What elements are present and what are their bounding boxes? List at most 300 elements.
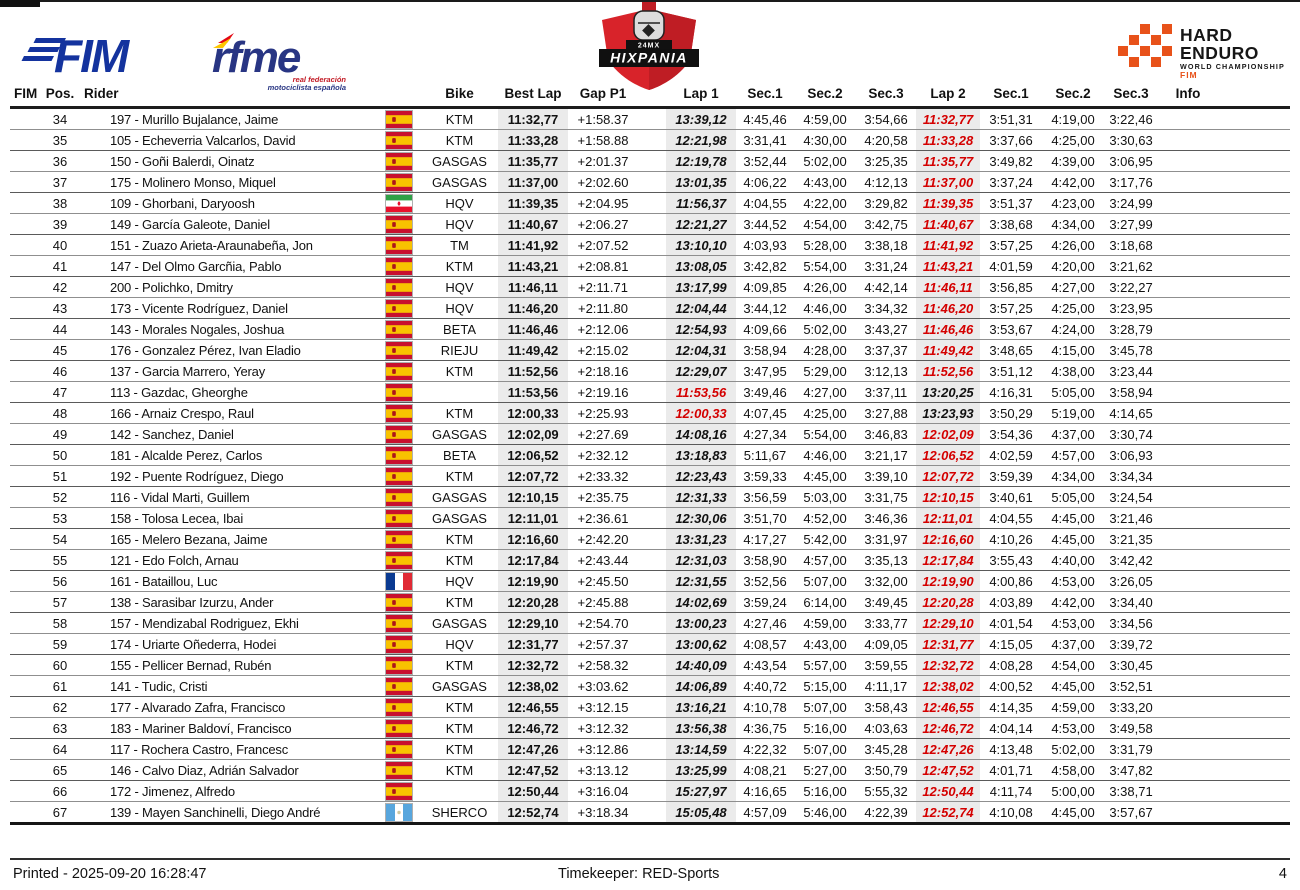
lap2-sec2-cell: 5:19,00 (1042, 403, 1104, 424)
rider-cell: 137 - Garcia Marrero, Yeray (80, 361, 376, 382)
col-header-lap1-sec2: Sec.2 (794, 84, 856, 108)
best-lap-cell: 12:47,52 (498, 760, 568, 781)
spacer-cell (638, 781, 666, 802)
fill-cell (1218, 487, 1290, 508)
lap1-sec2-cell: 5:15,00 (794, 676, 856, 697)
lap2-sec2-cell: 4:53,00 (1042, 613, 1104, 634)
gap-p1-cell: +2:58.32 (568, 655, 638, 676)
table-row (10, 802, 1290, 824)
lap2-sec1-cell: 3:49,82 (980, 151, 1042, 172)
rider-cell: 155 - Pellicer Bernad, Rubén (80, 655, 376, 676)
lap2-sec3-cell: 3:39,72 (1104, 634, 1158, 655)
pos-cell: 43 (40, 298, 80, 319)
flag-cell (376, 466, 421, 487)
bike-cell: HQV (421, 214, 498, 235)
table-row (10, 466, 1290, 487)
lap1-sec3-cell: 3:58,43 (856, 697, 916, 718)
lap1-cell: 13:16,21 (666, 697, 736, 718)
gap-p1-cell: +3:12.86 (568, 739, 638, 760)
pos-cell: 53 (40, 508, 80, 529)
lap2-sec3-cell: 3:18,68 (1104, 235, 1158, 256)
lap1-sec3-cell: 3:34,32 (856, 298, 916, 319)
lap2-sec2-cell: 5:00,00 (1042, 781, 1104, 802)
best-lap-cell: 12:07,72 (498, 466, 568, 487)
fim-cell (10, 277, 40, 298)
info-cell (1158, 466, 1218, 487)
flag-cell (376, 108, 421, 130)
flag-esp-icon (385, 782, 413, 801)
lap1-sec2-cell: 5:29,00 (794, 361, 856, 382)
bike-cell: KTM (421, 361, 498, 382)
pos-cell: 46 (40, 361, 80, 382)
spacer-cell (638, 739, 666, 760)
lap2-sec1-cell: 4:00,52 (980, 676, 1042, 697)
lap2-sec2-cell: 4:40,00 (1042, 550, 1104, 571)
gap-p1-cell: +3:03.62 (568, 676, 638, 697)
lap1-cell: 13:00,23 (666, 613, 736, 634)
lap1-sec3-cell: 3:35,13 (856, 550, 916, 571)
lap1-sec3-cell: 3:45,28 (856, 739, 916, 760)
table-row (10, 550, 1290, 571)
gap-p1-cell: +3:12.15 (568, 697, 638, 718)
flag-esp-icon (385, 593, 413, 612)
info-cell (1158, 214, 1218, 235)
fim-cell (10, 676, 40, 697)
gap-p1-cell: +2:07.52 (568, 235, 638, 256)
lap1-cell: 12:31,03 (666, 550, 736, 571)
printed-timestamp: Printed - 2025-09-20 16:28:47 (13, 866, 207, 882)
gap-p1-cell: +2:33.32 (568, 466, 638, 487)
lap1-sec1-cell: 4:09,66 (736, 319, 794, 340)
bike-cell: KTM (421, 403, 498, 424)
lap1-cell: 12:23,43 (666, 466, 736, 487)
gap-p1-cell: +3:18.34 (568, 802, 638, 824)
lap2-cell: 11:41,92 (916, 235, 980, 256)
lap1-cell: 12:29,07 (666, 361, 736, 382)
bike-cell: HQV (421, 634, 498, 655)
hard-enduro-logo (1118, 22, 1296, 85)
fill-cell (1218, 718, 1290, 739)
pos-cell: 62 (40, 697, 80, 718)
lap2-sec1-cell: 4:01,71 (980, 760, 1042, 781)
pos-cell: 38 (40, 193, 80, 214)
fill-cell (1218, 403, 1290, 424)
gap-p1-cell: +2:04.95 (568, 193, 638, 214)
lap1-sec3-cell: 4:42,14 (856, 277, 916, 298)
pos-cell: 54 (40, 529, 80, 550)
fim-cell (10, 403, 40, 424)
lap2-sec3-cell: 3:22,46 (1104, 108, 1158, 130)
lap1-cell: 12:21,27 (666, 214, 736, 235)
lap1-cell: 11:53,56 (666, 382, 736, 403)
gap-p1-cell: +2:25.93 (568, 403, 638, 424)
lap2-sec2-cell: 4:53,00 (1042, 571, 1104, 592)
lap1-sec2-cell: 4:52,00 (794, 508, 856, 529)
bike-cell: TM (421, 235, 498, 256)
lap2-sec2-cell: 4:42,00 (1042, 592, 1104, 613)
gap-p1-cell: +3:16.04 (568, 781, 638, 802)
flag-cell (376, 277, 421, 298)
info-cell (1158, 319, 1218, 340)
lap2-sec1-cell: 3:38,68 (980, 214, 1042, 235)
rider-cell: 165 - Melero Bezana, Jaime (80, 529, 376, 550)
best-lap-cell: 11:49,42 (498, 340, 568, 361)
bike-cell: GASGAS (421, 613, 498, 634)
col-header-lap2-sec3: Sec.3 (1104, 84, 1158, 108)
rider-cell: 147 - Del Olmo Garcñia, Pablo (80, 256, 376, 277)
fim-cell (10, 319, 40, 340)
best-lap-cell: 11:53,56 (498, 382, 568, 403)
fill-cell (1218, 592, 1290, 613)
fim-cell (10, 613, 40, 634)
lap1-sec3-cell: 3:46,83 (856, 424, 916, 445)
lap2-sec1-cell: 3:40,61 (980, 487, 1042, 508)
rfme-subtitle-2: motociclista española (267, 83, 346, 92)
lap1-sec2-cell: 5:57,00 (794, 655, 856, 676)
flag-cell (376, 256, 421, 277)
table-row (10, 403, 1290, 424)
lap2-sec1-cell: 3:37,66 (980, 130, 1042, 151)
enduro-text: ENDURO (1180, 43, 1259, 63)
table-row (10, 382, 1290, 403)
lap1-cell: 13:00,62 (666, 634, 736, 655)
lap2-sec3-cell: 3:34,40 (1104, 592, 1158, 613)
rider-cell: 192 - Puente Rodríguez, Diego (80, 466, 376, 487)
spacer-cell (638, 697, 666, 718)
best-lap-cell: 11:52,56 (498, 361, 568, 382)
gap-p1-cell: +2:45.88 (568, 592, 638, 613)
best-lap-cell: 12:10,15 (498, 487, 568, 508)
lap1-sec1-cell: 4:22,32 (736, 739, 794, 760)
table-row (10, 361, 1290, 382)
lap2-cell: 12:31,77 (916, 634, 980, 655)
flag-esp-icon (385, 362, 413, 381)
spacer-cell (638, 130, 666, 151)
flag-esp-icon (385, 761, 413, 780)
fill-cell (1218, 529, 1290, 550)
fill-cell (1218, 655, 1290, 676)
lap1-sec2-cell: 5:02,00 (794, 319, 856, 340)
rider-cell: 197 - Murillo Bujalance, Jaime (80, 108, 376, 130)
lap1-cell: 12:30,06 (666, 508, 736, 529)
flag-cell (376, 235, 421, 256)
spacer-cell (638, 172, 666, 193)
lap1-sec3-cell: 3:59,55 (856, 655, 916, 676)
rider-cell: 142 - Sanchez, Daniel (80, 424, 376, 445)
info-cell (1158, 172, 1218, 193)
fim-cell (10, 592, 40, 613)
lap2-cell: 11:46,11 (916, 277, 980, 298)
best-lap-cell: 12:02,09 (498, 424, 568, 445)
lap2-sec2-cell: 4:38,00 (1042, 361, 1104, 382)
lap1-cell: 14:08,16 (666, 424, 736, 445)
col-header-lap2: Lap 2 (916, 84, 980, 108)
lap2-cell: 12:47,52 (916, 760, 980, 781)
rider-cell: 146 - Calvo Diaz, Adrián Salvador (80, 760, 376, 781)
lap1-sec3-cell: 3:46,36 (856, 508, 916, 529)
best-lap-cell: 12:06,52 (498, 445, 568, 466)
lap1-sec1-cell: 4:03,93 (736, 235, 794, 256)
pos-cell: 64 (40, 739, 80, 760)
lap2-cell: 11:46,20 (916, 298, 980, 319)
rider-cell: 139 - Mayen Sanchinelli, Diego André (80, 802, 376, 824)
fim-cell (10, 655, 40, 676)
lap2-sec3-cell: 3:26,05 (1104, 571, 1158, 592)
best-lap-cell: 12:00,33 (498, 403, 568, 424)
rider-cell: 150 - Goñi Balerdi, Oinatz (80, 151, 376, 172)
flag-esp-icon (385, 383, 413, 402)
flag-cell (376, 487, 421, 508)
info-cell (1158, 739, 1218, 760)
lap2-cell: 12:16,60 (916, 529, 980, 550)
lap2-sec2-cell: 4:45,00 (1042, 529, 1104, 550)
lap2-sec1-cell: 4:10,08 (980, 802, 1042, 824)
spacer-cell (638, 256, 666, 277)
lap2-sec1-cell: 3:37,24 (980, 172, 1042, 193)
lap2-sec1-cell: 3:51,37 (980, 193, 1042, 214)
lap2-sec3-cell: 3:31,79 (1104, 739, 1158, 760)
rider-cell: 138 - Sarasibar Izurzu, Ander (80, 592, 376, 613)
bike-cell: KTM (421, 718, 498, 739)
bike-cell: KTM (421, 256, 498, 277)
spacer-cell (638, 151, 666, 172)
lap2-sec1-cell: 4:01,54 (980, 613, 1042, 634)
lap2-cell: 12:32,72 (916, 655, 980, 676)
flag-cell (376, 718, 421, 739)
lap2-sec1-cell: 3:50,29 (980, 403, 1042, 424)
spacer-cell (638, 613, 666, 634)
flag-cell (376, 382, 421, 403)
lap2-cell: 12:50,44 (916, 781, 980, 802)
flag-esp-icon (385, 677, 413, 696)
info-cell (1158, 655, 1218, 676)
spacer-cell (638, 403, 666, 424)
flag-esp-icon (385, 341, 413, 360)
hard-text: HARD (1180, 25, 1233, 45)
lap2-cell: 12:02,09 (916, 424, 980, 445)
lap2-sec2-cell: 4:45,00 (1042, 802, 1104, 824)
fim-cell (10, 172, 40, 193)
spacer-cell (638, 592, 666, 613)
lap2-cell: 12:29,10 (916, 613, 980, 634)
gap-p1-cell: +2:42.20 (568, 529, 638, 550)
fill-cell (1218, 802, 1290, 824)
lap2-sec1-cell: 4:15,05 (980, 634, 1042, 655)
lap1-cell: 14:02,69 (666, 592, 736, 613)
lap1-sec2-cell: 5:27,00 (794, 760, 856, 781)
lap1-sec3-cell: 3:43,27 (856, 319, 916, 340)
fim-cell (10, 802, 40, 824)
fim-cell (10, 214, 40, 235)
lap1-cell: 15:05,48 (666, 802, 736, 824)
lap1-sec1-cell: 3:58,90 (736, 550, 794, 571)
lap2-sec3-cell: 3:22,27 (1104, 277, 1158, 298)
best-lap-cell: 12:20,28 (498, 592, 568, 613)
lap1-sec3-cell: 3:31,97 (856, 529, 916, 550)
best-lap-cell: 12:29,10 (498, 613, 568, 634)
lap1-sec1-cell: 4:40,72 (736, 676, 794, 697)
table-row (10, 445, 1290, 466)
bike-cell: GASGAS (421, 508, 498, 529)
fill-cell (1218, 193, 1290, 214)
info-cell (1158, 130, 1218, 151)
best-lap-cell: 12:17,84 (498, 550, 568, 571)
col-header-lap2-sec1: Sec.1 (980, 84, 1042, 108)
pos-cell: 50 (40, 445, 80, 466)
lap2-sec3-cell: 3:38,71 (1104, 781, 1158, 802)
spacer-cell (638, 445, 666, 466)
pos-cell: 35 (40, 130, 80, 151)
world-championship-text: WORLD CHAMPIONSHIP (1180, 62, 1285, 71)
lap1-sec2-cell: 5:07,00 (794, 697, 856, 718)
lap2-sec1-cell: 3:57,25 (980, 298, 1042, 319)
lap1-sec1-cell: 4:45,46 (736, 108, 794, 130)
spacer-cell (638, 634, 666, 655)
gap-p1-cell: +2:12.06 (568, 319, 638, 340)
best-lap-cell: 11:46,46 (498, 319, 568, 340)
timekeeper-label: Timekeeper: RED-Sports (558, 866, 720, 882)
info-cell (1158, 361, 1218, 382)
lap1-sec1-cell: 4:43,54 (736, 655, 794, 676)
lap2-sec1-cell: 3:51,31 (980, 108, 1042, 130)
lap2-sec3-cell: 3:33,20 (1104, 697, 1158, 718)
table-row (10, 298, 1290, 319)
fill-cell (1218, 550, 1290, 571)
pos-cell: 59 (40, 634, 80, 655)
gap-p1-cell: +2:19.16 (568, 382, 638, 403)
lap2-cell: 11:46,46 (916, 319, 980, 340)
lap1-cell: 12:31,33 (666, 487, 736, 508)
info-cell (1158, 382, 1218, 403)
lap1-sec3-cell: 3:12,13 (856, 361, 916, 382)
spacer-cell (638, 340, 666, 361)
flag-cell (376, 298, 421, 319)
lap2-cell: 12:46,72 (916, 718, 980, 739)
lap1-sec3-cell: 4:12,13 (856, 172, 916, 193)
table-row (10, 676, 1290, 697)
lap1-sec3-cell: 3:29,82 (856, 193, 916, 214)
info-cell (1158, 718, 1218, 739)
gap-p1-cell: +2:57.37 (568, 634, 638, 655)
gap-p1-cell: +2:32.12 (568, 445, 638, 466)
gap-p1-cell: +2:35.75 (568, 487, 638, 508)
pos-cell: 45 (40, 340, 80, 361)
flag-cell (376, 193, 421, 214)
lap2-sec1-cell: 4:16,31 (980, 382, 1042, 403)
lap2-sec1-cell: 3:53,67 (980, 319, 1042, 340)
lap2-sec2-cell: 4:25,00 (1042, 298, 1104, 319)
lap2-sec2-cell: 4:19,00 (1042, 108, 1104, 130)
rider-cell: 157 - Mendizabal Rodriguez, Ekhi (80, 613, 376, 634)
pos-cell: 58 (40, 613, 80, 634)
table-row (10, 193, 1290, 214)
fill-cell (1218, 256, 1290, 277)
lap2-sec3-cell: 3:24,99 (1104, 193, 1158, 214)
table-row (10, 235, 1290, 256)
pos-cell: 67 (40, 802, 80, 824)
lap1-sec1-cell: 3:59,33 (736, 466, 794, 487)
flag-esp-icon (385, 173, 413, 192)
lap2-sec1-cell: 3:55,43 (980, 550, 1042, 571)
table-row (10, 613, 1290, 634)
lap2-sec3-cell: 3:34,56 (1104, 613, 1158, 634)
lap1-sec3-cell: 3:42,75 (856, 214, 916, 235)
lap2-cell: 12:07,72 (916, 466, 980, 487)
lap1-sec3-cell: 3:21,17 (856, 445, 916, 466)
fim-cell (10, 781, 40, 802)
rider-cell: 200 - Polichko, Dmitry (80, 277, 376, 298)
lap2-sec1-cell: 3:57,25 (980, 235, 1042, 256)
pos-cell: 44 (40, 319, 80, 340)
flag-esp-icon (385, 215, 413, 234)
gap-p1-cell: +1:58.88 (568, 130, 638, 151)
spacer-cell (638, 319, 666, 340)
info-cell (1158, 487, 1218, 508)
rfme-subtitle-1: real federación (292, 75, 346, 84)
lap2-cell: 12:17,84 (916, 550, 980, 571)
fill-cell (1218, 571, 1290, 592)
lap1-sec2-cell: 4:59,00 (794, 613, 856, 634)
lap1-sec1-cell: 4:27,46 (736, 613, 794, 634)
rider-cell: 158 - Tolosa Lecea, Ibai (80, 508, 376, 529)
spacer-cell (638, 550, 666, 571)
flag-cell (376, 403, 421, 424)
fill-cell (1218, 340, 1290, 361)
lap1-sec3-cell: 4:11,17 (856, 676, 916, 697)
col-header-fim: FIM (10, 84, 40, 108)
flag-cell (376, 319, 421, 340)
pos-cell: 41 (40, 256, 80, 277)
checkered-flag-icon (1118, 24, 1172, 67)
fill-cell (1218, 172, 1290, 193)
spacer-cell (638, 424, 666, 445)
flag-esp-icon (385, 719, 413, 738)
gap-p1-cell: +2:54.70 (568, 613, 638, 634)
lap2-sec2-cell: 5:02,00 (1042, 739, 1104, 760)
best-lap-cell: 11:43,21 (498, 256, 568, 277)
lap1-cell: 11:56,37 (666, 193, 736, 214)
table-row (10, 634, 1290, 655)
bike-cell: GASGAS (421, 424, 498, 445)
lap1-sec1-cell: 4:27,34 (736, 424, 794, 445)
lap2-sec1-cell: 3:54,36 (980, 424, 1042, 445)
lap1-sec3-cell: 4:20,58 (856, 130, 916, 151)
flag-esp-icon (385, 131, 413, 150)
rider-cell: 174 - Uriarte Oñederra, Hodei (80, 634, 376, 655)
flag-cell (376, 130, 421, 151)
lap1-sec3-cell: 3:49,45 (856, 592, 916, 613)
lap2-cell: 13:23,93 (916, 403, 980, 424)
table-row (10, 130, 1290, 151)
flag-cell (376, 655, 421, 676)
fill-cell (1218, 277, 1290, 298)
lap1-cell: 13:01,35 (666, 172, 736, 193)
lap1-sec2-cell: 4:30,00 (794, 130, 856, 151)
lap1-sec2-cell: 4:22,00 (794, 193, 856, 214)
lap2-sec3-cell: 3:34,34 (1104, 466, 1158, 487)
fill-cell (1218, 424, 1290, 445)
flag-cell (376, 781, 421, 802)
lap2-sec2-cell: 4:23,00 (1042, 193, 1104, 214)
lap1-sec2-cell: 5:07,00 (794, 571, 856, 592)
lap1-sec2-cell: 5:02,00 (794, 151, 856, 172)
gap-p1-cell: +2:06.27 (568, 214, 638, 235)
lap2-sec2-cell: 4:20,00 (1042, 256, 1104, 277)
lap2-sec2-cell: 4:34,00 (1042, 466, 1104, 487)
lap2-sec1-cell: 4:14,35 (980, 697, 1042, 718)
table-row (10, 718, 1290, 739)
flag-esp-icon (385, 110, 413, 129)
